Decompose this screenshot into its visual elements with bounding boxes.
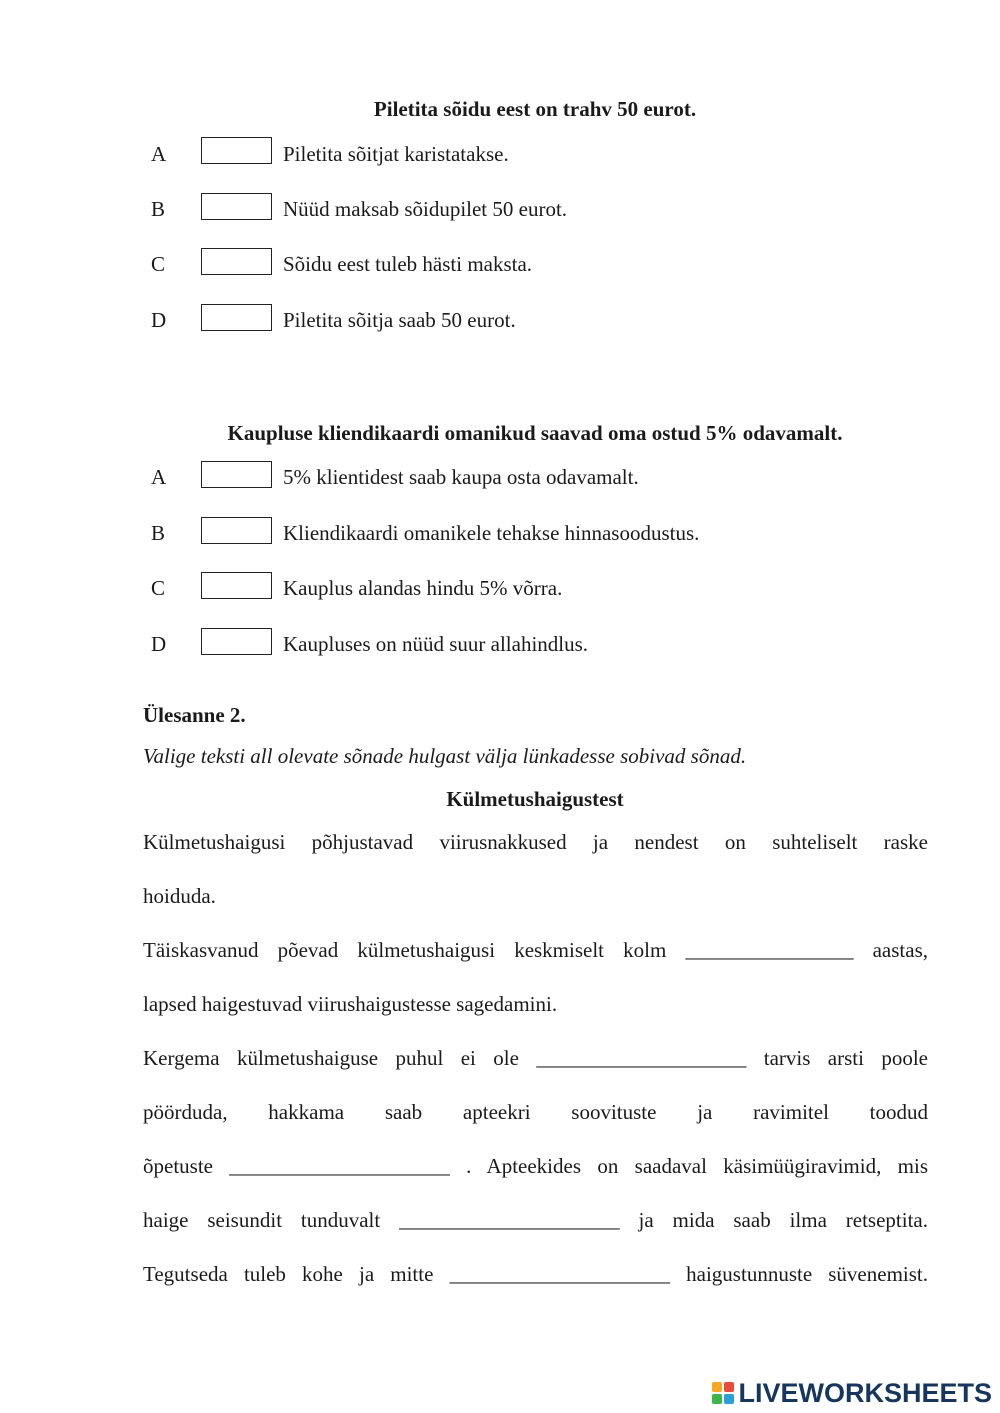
text-line-4: lapsed haigestuvad viirushaigustesse sagedamini. bbox=[143, 992, 558, 1016]
q1-option-a-answer-box[interactable] bbox=[201, 137, 272, 164]
liveworksheets-logo bbox=[712, 1378, 992, 1408]
logo-text: LIVEWORKSHEETS bbox=[738, 1377, 992, 1408]
text-line-2: hoiduda. bbox=[143, 884, 216, 908]
text-line-8-with-gap: haige seisundit tunduvalt _____________________ ja mida saab ilma retseptita. bbox=[143, 1208, 928, 1232]
text-line-3-with-gap: Täiskasvanud põevad külmetushaigusi keskmiselt kolm ________________ aastas, bbox=[143, 938, 928, 962]
q2-option-a-answer-box[interactable] bbox=[201, 461, 272, 488]
q2-option-a-text: 5% klientidest saab kaupa osta odavamalt. bbox=[283, 465, 639, 489]
q2-option-b-answer-box[interactable] bbox=[201, 517, 272, 544]
q1-option-d-answer-box[interactable] bbox=[201, 304, 272, 331]
q1-option-b-answer-box[interactable] bbox=[201, 193, 272, 220]
q1-option-c-letter: C bbox=[151, 252, 166, 276]
text-line-1: Külmetushaigusi põhjustavad viirusnakkused ja nendest on suhteliselt raske bbox=[143, 830, 928, 854]
q1-option-d-text: Piletita sõitja saab 50 eurot. bbox=[283, 308, 516, 332]
question-2-statement: Kaupluse kliendikaardi omanikud saavad oma ostud 5% odavamalt. bbox=[227, 421, 843, 445]
q1-option-a-text: Piletita sõitjat karistatakse. bbox=[283, 142, 509, 166]
q1-option-d-letter: D bbox=[151, 308, 167, 332]
text-title: Külmetushaigustest bbox=[446, 787, 624, 811]
q2-option-d-answer-box[interactable] bbox=[201, 628, 272, 655]
text-line-5-with-gap: Kergema külmetushaiguse puhul ei ole ____________________ tarvis arsti poole bbox=[143, 1046, 928, 1070]
q1-option-a-letter: A bbox=[151, 142, 167, 166]
task-2-title: Ülesanne 2. bbox=[143, 703, 246, 727]
q2-option-c-letter: C bbox=[151, 576, 166, 600]
q2-option-b-text: Kliendikaardi omanikele tehakse hinnasoodustus. bbox=[283, 521, 700, 545]
q2-option-b-letter: B bbox=[151, 521, 166, 545]
q2-option-a-letter: A bbox=[151, 465, 167, 489]
text-line-7-with-gap: õpetuste _____________________ . Apteekides on saadaval käsimüügiravimid, mis bbox=[143, 1154, 928, 1178]
text-line-9-with-gap: Tegutseda tuleb kohe ja mitte _____________________ haigustunnuste süvenemist. bbox=[143, 1262, 928, 1286]
q1-option-b-text: Nüüd maksab sõidupilet 50 eurot. bbox=[283, 197, 568, 221]
text-line-6: pöörduda, hakkama saab apteekri soovituste ja ravimitel toodud bbox=[143, 1100, 928, 1124]
q2-option-d-letter: D bbox=[151, 632, 167, 656]
task-2-instruction: Valige teksti all olevate sõnade hulgast välja lünkadesse sobivad sõnad. bbox=[143, 744, 747, 768]
q1-option-c-answer-box[interactable] bbox=[201, 248, 272, 275]
q1-option-c-text: Sõidu eest tuleb hästi maksta. bbox=[283, 252, 533, 276]
q2-option-d-text: Kaupluses on nüüd suur allahindlus. bbox=[283, 632, 589, 656]
q1-option-b-letter: B bbox=[151, 197, 166, 221]
logo-grid-icon bbox=[712, 1382, 734, 1404]
question-1-statement: Piletita sõidu eest on trahv 50 eurot. bbox=[373, 97, 697, 121]
q2-option-c-text: Kauplus alandas hindu 5% võrra. bbox=[283, 576, 563, 600]
q2-option-c-answer-box[interactable] bbox=[201, 572, 272, 599]
